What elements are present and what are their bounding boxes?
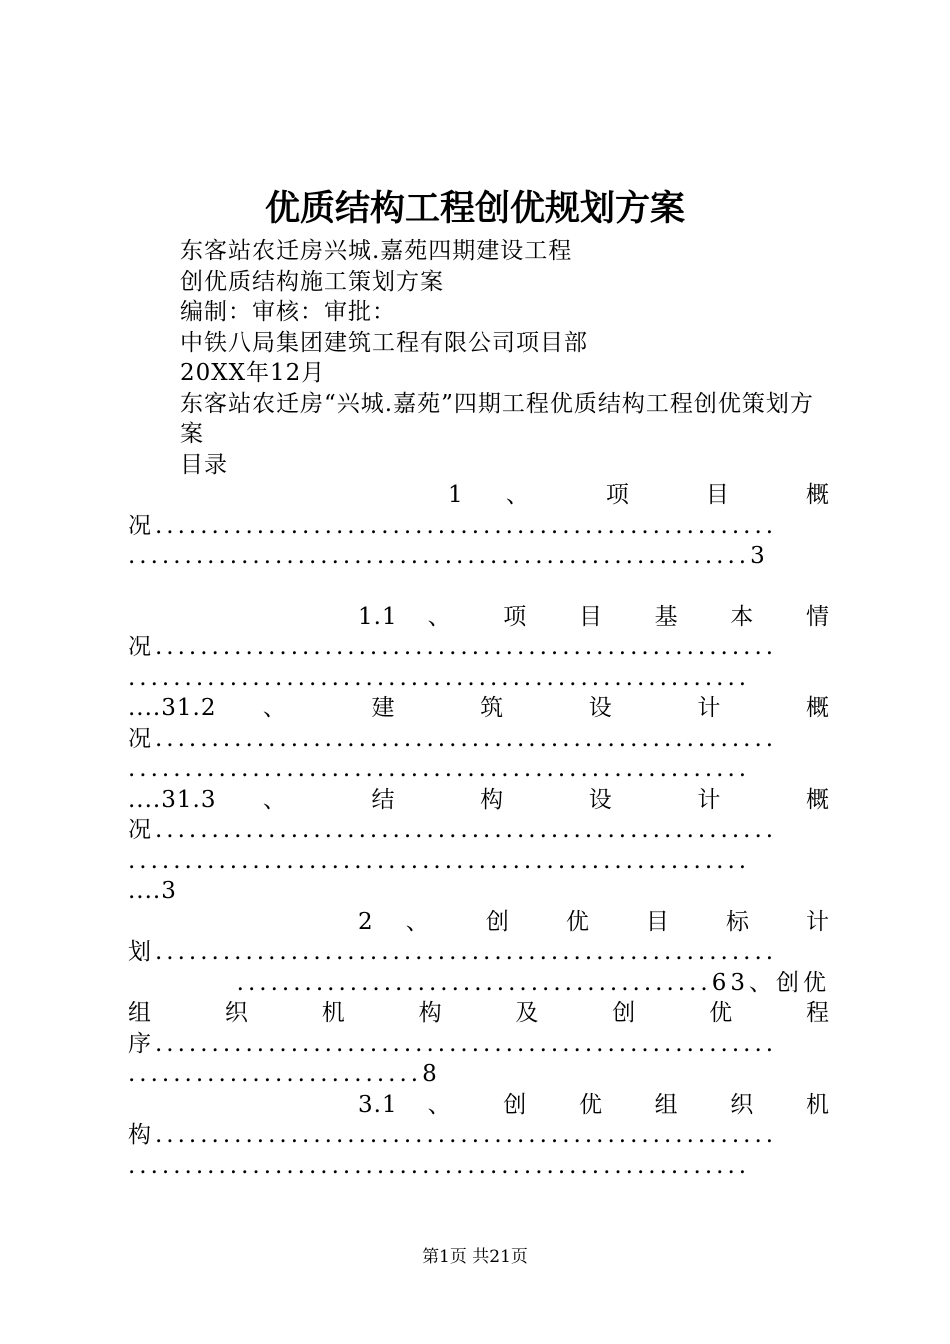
toc-dots: 况....................................................... [128, 512, 778, 539]
toc-entry-2: 2 、 创 优 目 标 计 [358, 908, 830, 935]
toc-dots: 况....................................................... [128, 634, 778, 660]
toc-dots: 序....................................................... [128, 1030, 778, 1057]
date-line: 20XX年12月 [180, 360, 326, 386]
document-title: 优质结构工程创优规划方案 [264, 189, 685, 229]
toc-dots: ....................................................... [128, 847, 751, 874]
toc-dots: ....................................................... [128, 756, 751, 782]
toc-page-number: ..........................8 [128, 1061, 441, 1087]
toc-page-number: ....3 [128, 878, 177, 904]
spacer [128, 572, 830, 602]
toc-entry-1-3: ....31.3 、 结 构 设 计 概 [128, 786, 830, 813]
toc-entry-1-1: 1.1 、 项 目 基 本 情 [358, 603, 830, 630]
toc-entry-1: 1 、 项 目 概 [448, 482, 830, 508]
toc-entry-3: 组 织 机 构 及 创 优 程 [128, 1000, 830, 1026]
toc-dots: ....................................................... [128, 664, 751, 691]
toc-entry-3-1: 3.1 、 创 优 组 织 机 [358, 1091, 830, 1118]
document-body [128, 236, 830, 1181]
approval-line: 编制：审核：审批： [180, 299, 396, 325]
page-footer: 第1页 共21页 [422, 1247, 528, 1267]
toc-dots: .......................................................3 [128, 543, 769, 569]
full-title-paragraph: 东客站农迁房“兴城.嘉苑”四期工程优质结构工程创优策划方案 [180, 390, 814, 447]
toc-dots: ....................................................... [128, 1152, 751, 1179]
toc-entry-3-start: ..........................................63、创优 [236, 969, 830, 996]
plan-subtitle: 创优质结构施工策划方案 [180, 268, 444, 295]
toc-heading: 目录 [180, 451, 228, 478]
project-name: 东客站农迁房兴城.嘉苑四期建设工程 [180, 238, 573, 264]
company-name: 中铁八局集团建筑工程有限公司项目部 [180, 329, 588, 356]
toc-dots: 况....................................................... [128, 725, 778, 752]
toc-dots: 况....................................................... [128, 817, 778, 843]
toc-entry-1-2: ....31.2 、 建 筑 设 计 概 [128, 695, 830, 721]
toc-dots: 划....................................................... [128, 939, 778, 965]
toc-dots: 构....................................................... [128, 1122, 778, 1148]
